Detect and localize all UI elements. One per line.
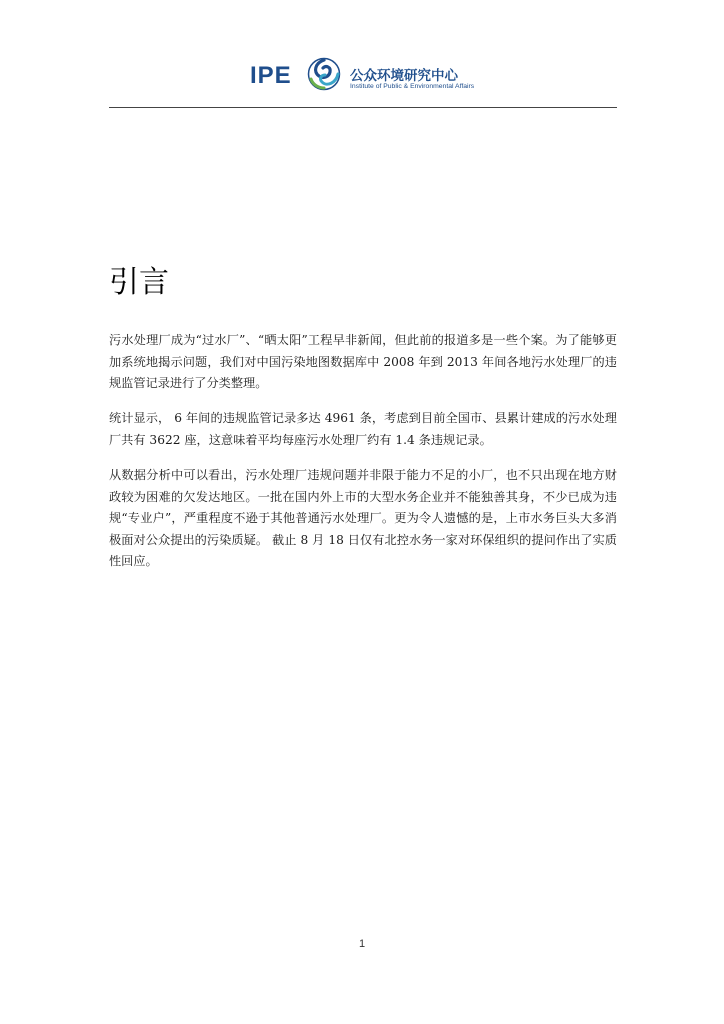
section-title: 引言 [109, 265, 169, 300]
page-header [0, 52, 724, 100]
logo-abbreviation: IPE [250, 62, 292, 89]
org-name-english: Institute of Public & Environmental Affairs [350, 83, 475, 90]
ipe-logo-icon [307, 57, 341, 91]
paragraph-1: 污水处理厂成为“过水厂”、“晒太阳”工程早非新闻，但此前的报道多是一些个案。为了能够更加系统地揭示问题，我们对中国污染地图数据库中 2008 年到 2013 年间各地污水处理厂的违规监管记录进行了分类整理。 [109, 333, 617, 390]
org-name-chinese: 公众环境研究中心 [350, 68, 458, 84]
paragraph-2: 统计显示， 6 年间的违规监管记录多达 4961 条，考虑到目前全国市、县累计建成的污水处理厂共有 3622 座，这意味着平均每座污水处理厂约有 1.4 条违规记录。 [109, 411, 617, 447]
paragraph-3: 从数据分析中可以看出，污水处理厂违规问题并非限于能力不足的小厂，也不只出现在地方财政较为困难的欠发达地区。一批在国内外上市的大型水务企业并不能独善其身，不少已成为违规“专业户”，严重程度不逊于其他普通污水处理厂。更为令人遗憾的是，上市水务巨头大多消极面对公众提出的污染质疑。 截止 8 月 18 日仅有北控水务一家对环保组织的提问作出了实质性回应。 [109, 468, 617, 568]
page-number: 1 [358, 938, 366, 950]
header-divider [109, 107, 617, 108]
